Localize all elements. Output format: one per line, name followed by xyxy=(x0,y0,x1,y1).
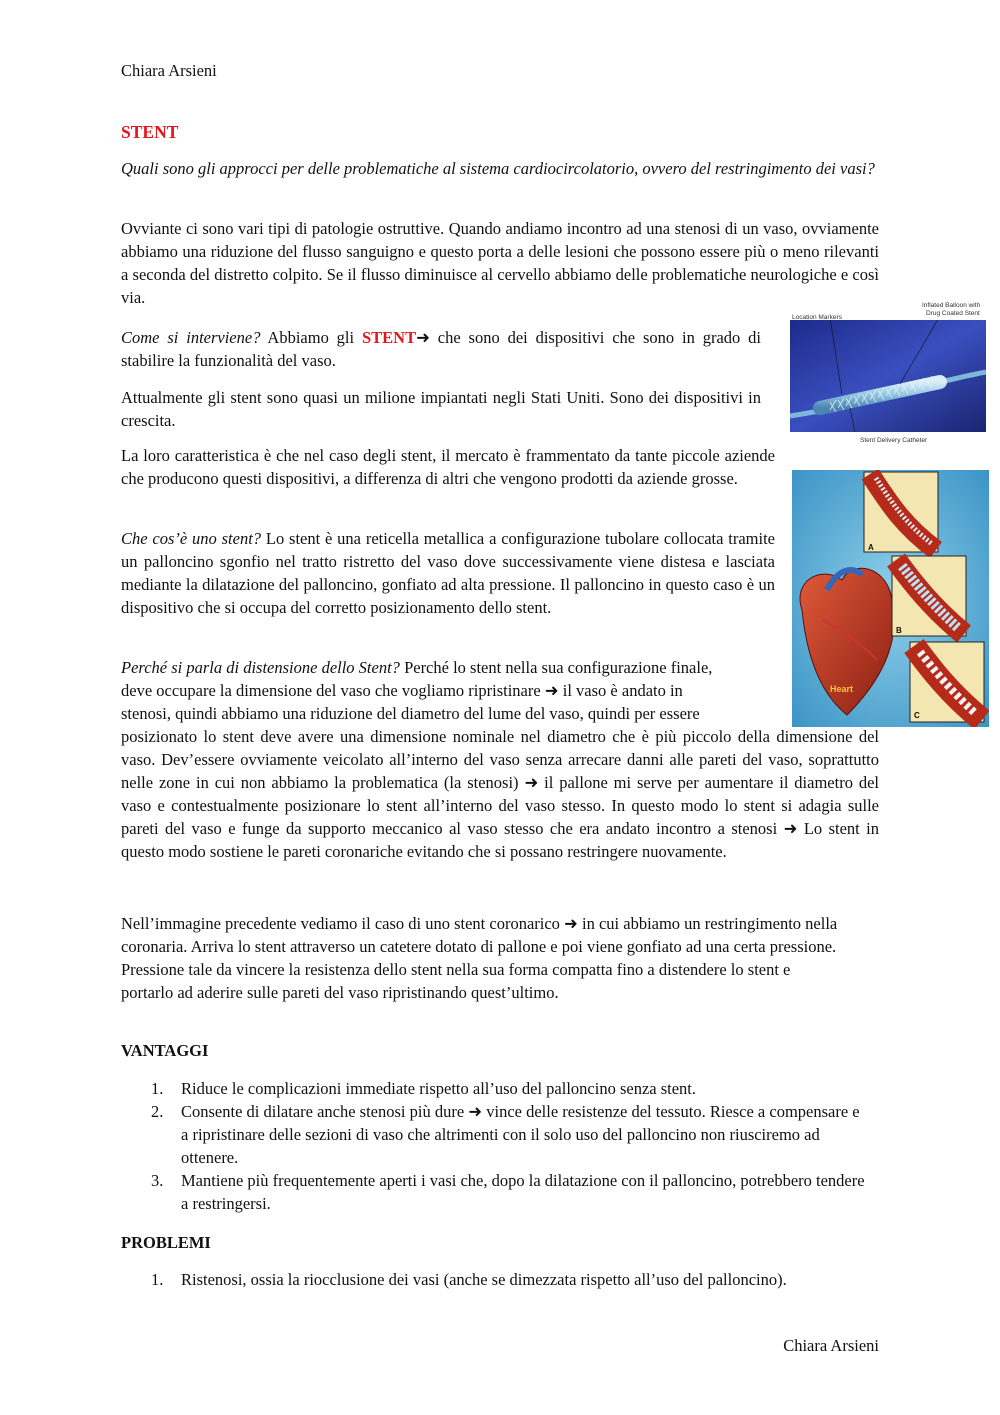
heart-label: Heart xyxy=(830,684,854,694)
list-item: 2. Consente di dilatare anche stenosi più dure ➜ vince delle resistenze del tessuto. Riesce a compensare e a ripristinare delle sezioni di vaso che altrimenti con il solo uso del palloncino non riusciremo ad ottenere. xyxy=(151,1102,860,1167)
paragraph-6: Perché si parla di distensione dello Stent? Perché lo stent nella sua configurazione finale, deve occupare la dimensione del vaso che vogliamo ripristinare ➜ il vaso è andato in stenosi, quindi abbiamo una riduzione del diametro del lume del vaso, quindi per essere posizionato lo stent deve avere una dimensione nominale nel diametro che è più piccolo della dimensione del vaso. Dev’essere ovviamente veicolato all’interno del vaso senza arrecare danni alle pareti del vaso, soprattutto nelle zone in cui non abbiamo la problematica (la stenosi) ➜ il pallone mi serve per aumentare il diametro del vaso e contestualmente posizionare lo stent all’interno del vaso stesso. In questo modo lo stent si adagia sulle pareti del vaso e funge da supporto meccanico al vaso stesso che era andato incontro a stenosi ➜ Lo stent in questo modo sostiene le pareti coronariche evitando che si possano restringere nuovamente. xyxy=(121,658,879,861)
heart-stent-illustration xyxy=(792,470,989,727)
inflated-balloon-label-1: Inflated Balloon with xyxy=(922,302,981,309)
vantaggi-list xyxy=(121,1077,879,1215)
paragraph-6-lead: Perché si parla di distensione dello Stent? xyxy=(121,658,400,677)
paragraph-1: Ovviante ci sono vari tipi di patologie ostruttive. Quando andiamo incontro ad una stenosi di un vaso, ovviamente abbiamo una riduzione del flusso sanguigno e questo porta a delle lesioni che possono essere più o meno rilevanti a seconda del distretto colpito. Se il flusso diminuisce al cervello abbiamo delle problematiche neurologiche e così via. xyxy=(121,219,879,307)
paragraph-5: Che cos’è uno stent? Lo stent è una reticella metallica a configurazione tubolare collocata tramite un palloncino sgonfio nel tratto ristretto del vaso dove successivamente viene distesa e lasciata mediante la dilatazione del palloncino, gonfiato ad alta pressione. Il palloncino in questo caso è un dispositivo che si occupa del corretto posizionamento dello stent. xyxy=(121,529,775,617)
stent-catheter-figure xyxy=(790,298,986,448)
stent-catheter-illustration xyxy=(790,298,986,448)
page-title: STENT xyxy=(121,122,179,142)
list-item: 3. Mantiene più frequentemente aperti i vasi che, dopo la dilatazione con il palloncino, potrebbero tendere a restringersi. xyxy=(151,1171,865,1213)
stent-highlight: STENT xyxy=(361,328,417,347)
panel-c-label: C xyxy=(914,711,920,720)
paragraph-7: Nell’immagine precedente vediamo il caso di uno stent coronarico ➜ in cui abbiamo un restringimento nella coronaria. Arriva lo stent attraverso un catetere dotato di pallone e poi viene gonfiato ad una certa pressione. Pressione tale da vincere la resistenza dello stent nella sua forma compatta fino a distendere lo stent e portarlo ad aderire sulle pareti del vaso ripristinando quest’ultimo. xyxy=(121,914,838,1002)
location-markers-label: Location Markers xyxy=(792,314,842,321)
list-item: 1. Ristenosi, ossia la riocclusione dei vasi (anche se dimezzata rispetto all’uso del palloncino). xyxy=(151,1270,787,1289)
panel-a-label: A xyxy=(868,543,874,552)
paragraph-2: Come si interviene? Abbiamo gli STENT➜ che sono dei dispositivi che sono in grado di stabilire la funzionalità del vaso. xyxy=(121,328,761,370)
paragraph-4: La loro caratteristica è che nel caso degli stent, il mercato è frammentato da tante piccole aziende che producono questi dispositivi, a differenza di altri che vengono prodotti da aziende grosse. xyxy=(121,446,775,488)
footer-author: Chiara Arsieni xyxy=(783,1336,879,1355)
paragraph-3: Attualmente gli stent sono quasi un milione impiantati negli Stati Uniti. Sono dei dispositivi in crescita. xyxy=(121,388,761,430)
problemi-list xyxy=(121,1268,879,1291)
vantaggi-heading: VANTAGGI xyxy=(121,1041,209,1060)
paragraph-2-lead: Come si interviene? xyxy=(121,328,261,347)
arrow-icon: ➜ xyxy=(416,328,430,347)
paragraph-5-lead: Che cos’è uno stent? xyxy=(121,529,262,548)
list-item: 1. Riduce le complicazioni immediate rispetto all’uso del palloncino senza stent. xyxy=(151,1079,697,1098)
intro-question: Quali sono gli approcci per delle problematiche al sistema cardiocircolatorio, ovvero del restringimento dei vasi? xyxy=(121,159,875,178)
stent-delivery-catheter-label: Stent Delivery Catheter xyxy=(860,437,928,444)
inflated-balloon-label-2: Drug Coated Stent xyxy=(926,310,980,317)
heart-stent-figure xyxy=(792,470,989,727)
problemi-heading: PROBLEMI xyxy=(121,1233,211,1252)
header-author: Chiara Arsieni xyxy=(121,61,217,80)
panel-b-label: B xyxy=(896,626,902,635)
